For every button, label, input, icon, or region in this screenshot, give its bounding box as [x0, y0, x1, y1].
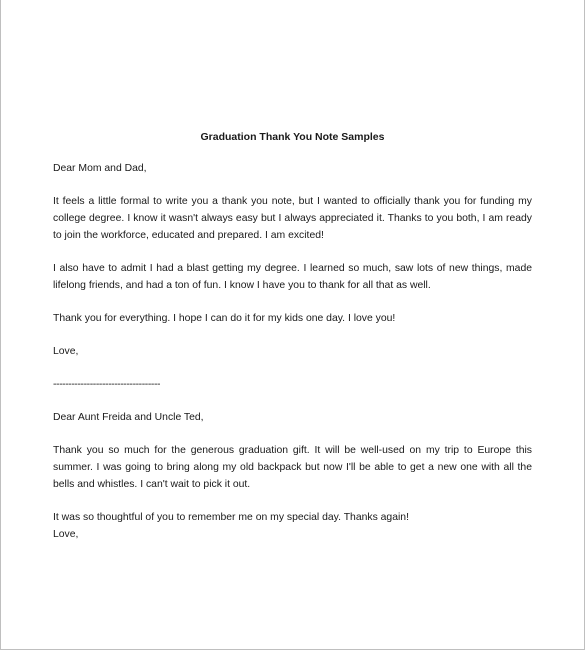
paragraph-gap [53, 493, 532, 509]
letter1-paragraph-3: Thank you for everything. I hope I can do it for my kids one day. I love you! [53, 313, 396, 324]
paragraph-gap [53, 244, 532, 260]
document-title: Graduation Thank You Note Samples [200, 131, 385, 143]
letter2-salutation: Dear Aunt Freida and Uncle Ted, [53, 412, 204, 423]
letter-separator: ----------------------------------- [53, 379, 161, 390]
letter1-paragraph-1: It feels a little formal to write you a thank you note, but I wanted to officially thank you for funding my college degree. I know it wasn't always easy but I always appreciated it. Thanks to you both, I am ready to join the workforce, educated and prepared. I am excited! [53, 196, 532, 241]
letter1-paragraph-2: I also have to admit I had a blast getting my degree. I learned so much, saw lots of new things, made lifelong friends, and had a ton of fun. I know I have you to thank for all that as well. [53, 263, 532, 291]
paragraph-gap [53, 294, 532, 310]
paragraph-gap [53, 360, 532, 376]
paragraph-gap [53, 327, 532, 343]
letter1-closing: Love, [53, 346, 79, 357]
paragraph-gap [53, 426, 532, 442]
letter2-closing: Love, [53, 529, 79, 540]
letter1-salutation: Dear Mom and Dad, [53, 163, 147, 174]
paragraph-gap [53, 177, 532, 193]
letter2-paragraph-1: Thank you so much for the generous graduation gift. It will be well-used on my trip to Europe this summer. I was going to bring along my old backpack but now I'll be able to get a new one with all the bells and whistles. I can't wait to pick it out. [53, 445, 532, 490]
paragraph-gap [53, 393, 532, 409]
letter2-paragraph-2: It was so thoughtful of you to remember me on my special day. Thanks again! [53, 512, 409, 523]
